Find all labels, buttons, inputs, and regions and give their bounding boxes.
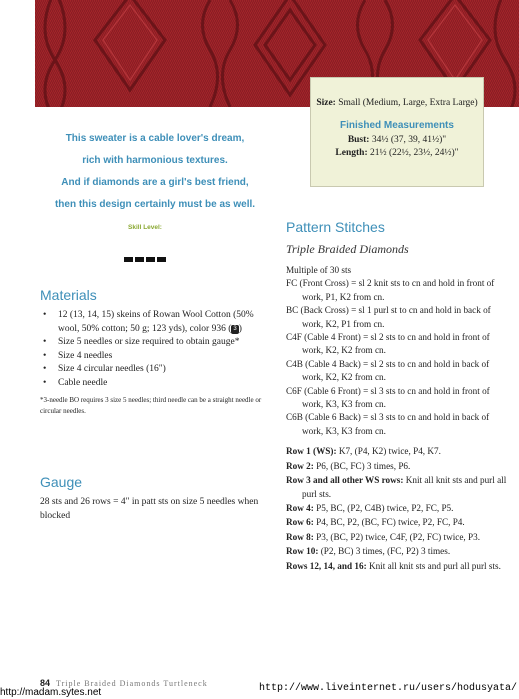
pattern-line: C4B (Cable 4 Back) = sl 2 sts to cn and hold in back of work, K2, K2 from cn.: [286, 358, 490, 383]
row-instructions: [286, 445, 508, 573]
list-item: • 12 (13, 14, 15) skeins of Rowan Wool Cotton (50% wool, 50% cotton; 50 g; 123 yds), color 936 ( 3 ): [43, 310, 254, 334]
finished-measurements-title: Finished Measurements: [340, 120, 454, 131]
footer-title: Triple Braided Diamonds Turtleneck: [56, 679, 208, 688]
pattern-line: Multiple of 30 sts: [286, 265, 352, 275]
size-line: Size: Small (Medium, Large, Extra Large): [316, 98, 478, 108]
row-line: Row 3 and all other WS rows: Knit all knit sts and purl all purl sts.: [286, 475, 507, 499]
pattern-subheading: Triple Braided Diamonds: [286, 242, 409, 256]
row-line: Row 1 (WS): K7, (P4, K2) twice, P4, K7.: [286, 446, 441, 457]
materials-list: [40, 309, 270, 417]
watermark-right: http://www.liveinternet.ru/users/hodusyata/: [259, 683, 518, 694]
row-line: Row 6: P4, BC, P2, (BC, FC) twice, P2, FC, P4.: [286, 517, 465, 528]
intro-line: rich with harmonious textures.: [82, 155, 228, 166]
intro-line: And if diamonds are a girl's best friend,: [61, 177, 249, 188]
watermark-left: http://madam.sytes.net: [0, 687, 102, 698]
materials-heading: Materials: [40, 287, 97, 303]
intro-line: then this design certainly must be as well.: [54, 199, 256, 210]
row-line: Row 8: P3, (BC, P2) twice, C4F, (P2, FC) twice, P3.: [286, 531, 481, 542]
list-item: • Size 4 circular needles (16"): [43, 364, 166, 374]
list-item: • Size 5 needles or size required to obtain gauge*: [43, 337, 240, 347]
pattern-line: BC (Back Cross) = sl 1 purl st to cn and hold in back of work, K2, P1 from cn.: [286, 305, 491, 329]
list-item: • Size 4 needles: [43, 350, 113, 361]
yarn-weight-badge: 3: [233, 325, 237, 332]
row-line: Row 2: P6, (BC, FC) 3 times, P6.: [286, 460, 411, 471]
length-line: Length: 21½ (22½, 23½, 24½)": [335, 148, 459, 158]
gauge-heading: Gauge: [40, 474, 83, 490]
bust-line: Bust: 34½ (37, 39, 41½)": [347, 135, 447, 145]
pattern-line: C6F (Cable 6 Front) = sl 3 sts to cn and hold in front of work, K3, K3 from cn.: [286, 385, 490, 410]
skill-level-icon: [124, 251, 166, 269]
pattern-instructions: [286, 264, 508, 574]
size-info-box: [310, 77, 484, 187]
row-line: Row 4: P5, BC, (P2, C4B) twice, P2, FC, P5.: [286, 502, 454, 513]
gauge-text: 28 sts and 26 rows = 4" in patt sts on size 5 needles when blocked: [40, 497, 259, 521]
pattern-line: FC (Front Cross) = sl 2 knit sts to cn and hold in front of work, P1, K2 from cn.: [286, 278, 495, 302]
skill-level-label: Skill Level:: [128, 224, 162, 231]
pattern-line: C6B (Cable 6 Back) = sl 3 sts to cn and hold in back of work, K3, K3 from cn.: [286, 412, 490, 436]
pattern-stitches-heading: Pattern Stitches: [286, 219, 385, 235]
page-number: 84: [40, 678, 51, 688]
list-item: • Cable needle: [43, 377, 108, 388]
pattern-line: C4F (Cable 4 Front) = sl 2 sts to cn and hold in front of work, K2, K2 from cn.: [286, 332, 490, 356]
row-line: Row 10: (P2, BC) 3 times, (FC, P2) 3 times.: [286, 546, 451, 557]
row-line: Rows 12, 14, and 16: Knit all knit sts and purl all purl sts.: [286, 560, 501, 571]
materials-note: *3-needle BO requires 3 size 5 needles; third needle can be a straight needle or circular needles.: [40, 396, 262, 415]
intro-text: [40, 128, 270, 216]
intro-line: This sweater is a cable lover's dream,: [65, 133, 245, 144]
